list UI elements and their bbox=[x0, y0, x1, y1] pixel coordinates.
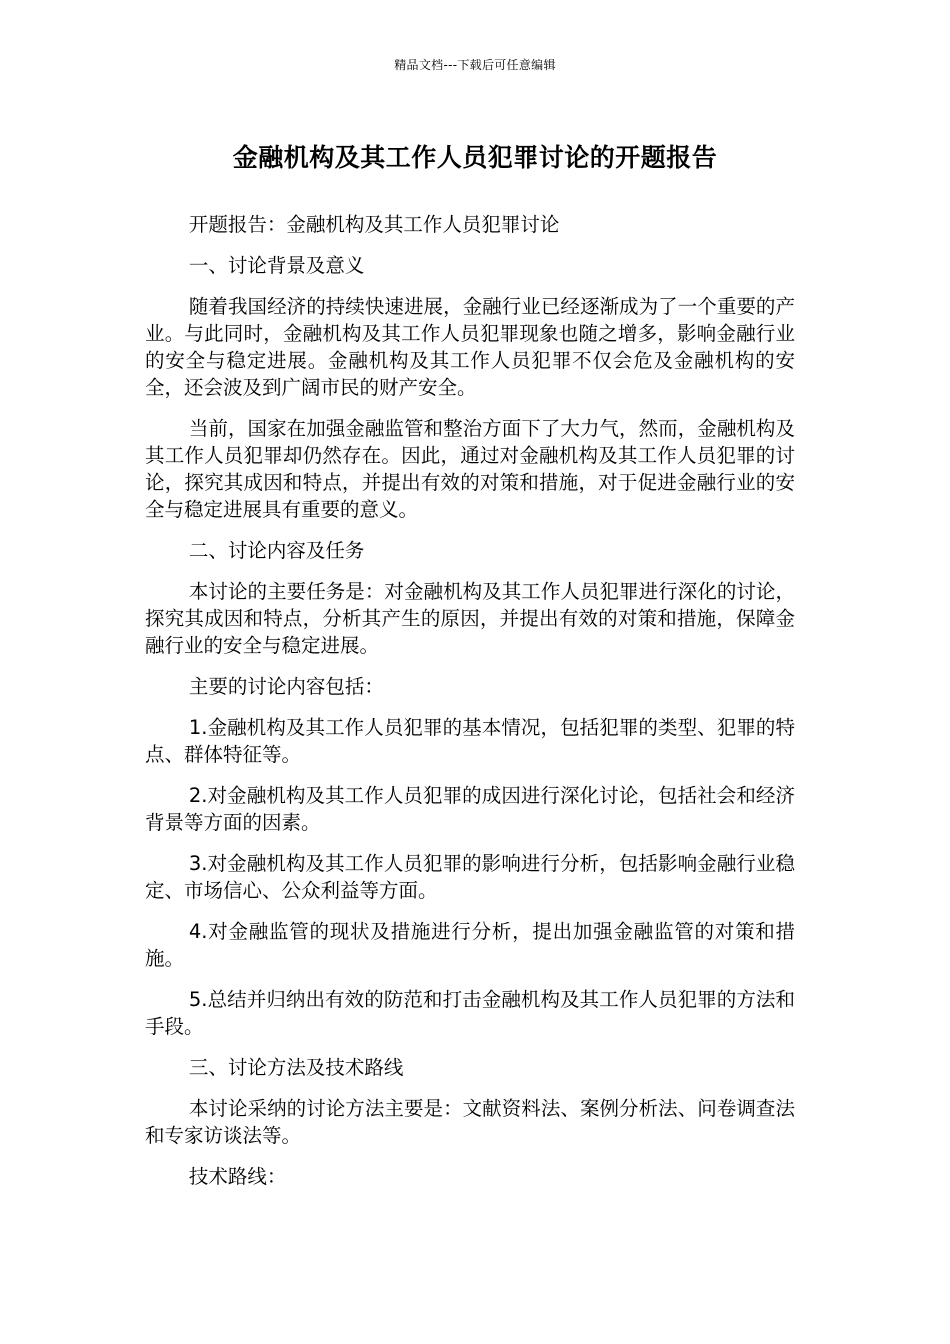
paragraph: 技术路线： bbox=[188, 1165, 287, 1188]
list-item: 2.对金融机构及其工作人员犯罪的成因进行深化讨论，包括社会和经济背景等方面的因素。 bbox=[145, 784, 795, 834]
list-item: 5.总结并归纳出有效的防范和打击金融机构及其工作人员犯罪的方法和手段。 bbox=[145, 988, 795, 1038]
paragraph-report-subtitle: 开题报告：金融机构及其工作人员犯罪讨论 bbox=[188, 213, 560, 236]
list-item: 1.金融机构及其工作人员犯罪的基本情况，包括犯罪的类型、犯罪的特点、群体特征等。 bbox=[145, 716, 795, 766]
section-heading-content: 二、讨论内容及任务 bbox=[188, 539, 365, 562]
document-body bbox=[145, 211, 795, 1204]
document-title: 金融机构及其工作人员犯罪讨论的开题报告 bbox=[232, 143, 718, 172]
paragraph: 本讨论的主要任务是：对金融机构及其工作人员犯罪进行深化的讨论，探究其成因和特点，分析其产生的原因，并提出有效的对策和措施，保障金融行业的安全与稳定进展。 bbox=[145, 580, 795, 657]
paragraph: 本讨论采纳的讨论方法主要是：文献资料法、案例分析法、问卷调查法和专家访谈法等。 bbox=[145, 1097, 795, 1147]
paragraph: 主要的讨论内容包括： bbox=[188, 675, 384, 698]
section-heading-background: 一、讨论背景及意义 bbox=[188, 254, 365, 277]
paragraph: 随着我国经济的持续快速进展，金融行业已经逐渐成为了一个重要的产业。与此同时，金融机构及其工作人员犯罪现象也随之增多，影响金融行业的安全与稳定进展。金融机构及其工作人员犯罪不仅会危及金融机构的安全，还会波及到广阔市民的财产安全。 bbox=[145, 295, 795, 399]
page-header-watermark: 精品文档---下载后可任意编辑 bbox=[394, 58, 556, 72]
section-heading-methods: 三、讨论方法及技术路线 bbox=[188, 1056, 404, 1079]
list-item: 3.对金融机构及其工作人员犯罪的影响进行分析，包括影响金融行业稳定、市场信心、公众利益等方面。 bbox=[145, 852, 795, 902]
paragraph: 当前，国家在加强金融监管和整治方面下了大力气，然而，金融机构及其工作人员犯罪却仍然存在。因此，通过对金融机构及其工作人员犯罪的讨论，探究其成因和特点，并提出有效的对策和措施，对于促进金融行业的安全与稳定进展具有重要的意义。 bbox=[145, 417, 795, 521]
list-item: 4.对金融监管的现状及措施进行分析，提出加强金融监管的对策和措施。 bbox=[145, 920, 795, 970]
